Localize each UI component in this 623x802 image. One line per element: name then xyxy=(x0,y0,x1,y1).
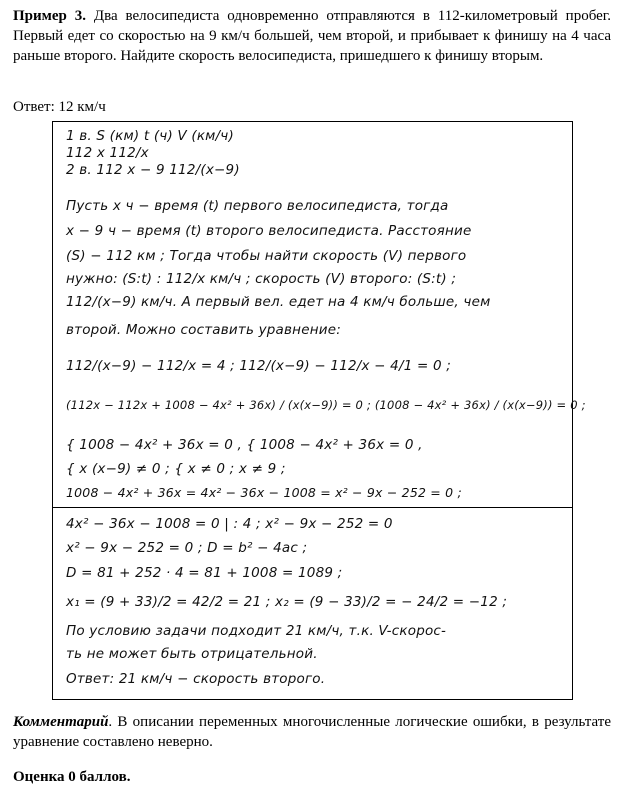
handwritten-line: x − 9 ч − время (t) второго велосипедиста. Расстояние xyxy=(66,223,472,239)
handwritten-line: Пусть x ч − время (t) первого велосипедиста, тогда xyxy=(66,198,449,214)
handwritten-line: (112x − 112x + 1008 − 4x² + 36x) / (x(x−9)) = 0 ; (1008 − 4x² + 36x) / (x(x−9)) = 0 ; xyxy=(66,398,586,412)
handwritten-line: { x (x−9) ≠ 0 ; { x ≠ 0 ; x ≠ 9 ; xyxy=(66,461,286,477)
handwritten-line: x₁ = (9 + 33)/2 = 42/2 = 21 ; x₂ = (9 − 33)/2 = − 24/2 = −12 ; xyxy=(66,594,508,610)
comment-label: Комментарий xyxy=(13,714,109,730)
handwritten-line: 112/(x−9) км/ч. А первый вел. едет на 4 км/ч больше, чем xyxy=(66,294,491,310)
problem-text: Два велосипедиста одновременно отправляются в 112-километровый пробег. Первый едет со скоростью на 9 км/ч большей, чем второй, и прибывает к финишу на 4 часа раньше второго. Найдите скорость велосипедиста, пришедшего к финишу вторым. xyxy=(13,8,612,64)
handwritten-line: 112 x 112/x xyxy=(66,145,149,161)
handwritten-line: { 1008 − 4x² + 36x = 0 , { 1008 − 4x² + 36x = 0 , xyxy=(66,437,423,453)
handwritten-line: По условию задачи подходит 21 км/ч, т.к. V-скорос- xyxy=(66,623,447,639)
handwritten-line: нужно: (S:t) : 112/x км/ч ; скорость (V) второго: (S:t) ; xyxy=(66,271,457,287)
handwritten-line: 4x² − 36x − 1008 = 0 | : 4 ; x² − 9x − 252 = 0 xyxy=(66,516,393,532)
handwritten-line: 112/(x−9) − 112/x = 4 ; 112/(x−9) − 112/x − 4/1 = 0 ; xyxy=(66,358,452,374)
comment-text: . В описании переменных многочисленные логические ошибки, в результате уравнение составлено неверно. xyxy=(13,714,611,750)
handwritten-line: x² − 9x − 252 = 0 ; D = b² − 4ac ; xyxy=(66,540,308,556)
handwritten-line: второй. Можно составить уравнение: xyxy=(66,322,341,338)
handwritten-line: 1008 − 4x² + 36x = 4x² − 36x − 1008 = x² − 9x − 252 = 0 ; xyxy=(66,485,462,500)
comment xyxy=(13,712,611,752)
grade: Оценка 0 баллов. xyxy=(13,769,131,785)
problem-statement xyxy=(13,6,611,66)
handwritten-line: ть не может быть отрицательной. xyxy=(66,646,318,662)
answer: Ответ: 12 км/ч xyxy=(13,99,106,115)
handwritten-line: 1 в. S (км) t (ч) V (км/ч) xyxy=(66,128,234,144)
handwritten-line: D = 81 + 252 · 4 = 81 + 1008 = 1089 ; xyxy=(66,565,343,581)
handwritten-line: 2 в. 112 x − 9 112/(x−9) xyxy=(66,162,240,178)
handwritten-line: (S) − 112 км ; Тогда чтобы найти скорость (V) первого xyxy=(66,248,467,264)
problem-label: Пример 3. xyxy=(13,8,86,24)
handwritten-line: Ответ: 21 км/ч − скорость второго. xyxy=(66,671,326,687)
